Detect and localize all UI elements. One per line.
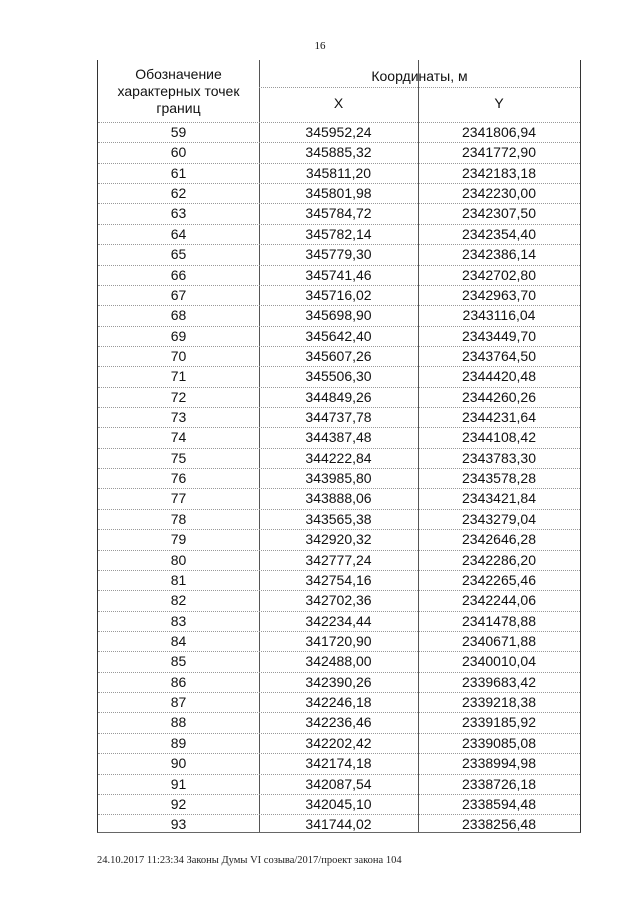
x-coordinate-cell: 345779,30: [305, 246, 372, 263]
y-coordinate-cell: 2341806,94: [462, 124, 536, 140]
point-number-cell: 88: [170, 714, 187, 731]
row-divider: [98, 753, 580, 754]
point-number-cell: 85: [170, 653, 187, 670]
point-number-cell: 77: [170, 490, 187, 507]
y-coordinate-cell: 2343279,04: [462, 510, 536, 527]
point-number-cell: 68: [170, 307, 187, 324]
point-number-cell: 61: [170, 164, 187, 181]
y-coordinate-cell: 2342265,46: [462, 571, 536, 588]
point-number-cell: 80: [170, 551, 187, 568]
row-divider: [98, 265, 580, 266]
coordinates-table: [97, 60, 581, 833]
row-divider: [98, 794, 580, 795]
point-number-cell: 89: [170, 734, 187, 751]
point-number-cell: 84: [170, 633, 187, 649]
y-coordinate-cell: 2339683,42: [462, 673, 536, 690]
row-divider: [98, 712, 580, 713]
y-coordinate-cell: 2343421,84: [462, 490, 536, 507]
y-coordinate-cell: 2338726,18: [462, 775, 536, 792]
point-number-cell: 93: [170, 816, 187, 833]
x-coordinate-cell: 344222,84: [305, 449, 372, 466]
y-column-header: Y: [494, 95, 504, 111]
row-divider: [98, 346, 580, 347]
x-coordinate-cell: 345801,98: [305, 185, 372, 202]
y-coordinate-cell: 2344260,26: [462, 388, 536, 405]
y-coordinate-cell: 2344420,48: [462, 368, 536, 385]
point-number-cell: 82: [170, 592, 187, 609]
row-divider: [98, 550, 580, 551]
x-coordinate-cell: 344737,78: [305, 409, 372, 426]
y-coordinate-cell: 2342354,40: [462, 225, 536, 242]
row-divider: [98, 631, 580, 632]
row-divider: [98, 387, 580, 388]
row-divider: [98, 468, 580, 469]
point-number-cell: 75: [170, 449, 187, 466]
y-coordinate-cell: 2340010,04: [462, 653, 536, 670]
row-divider: [98, 122, 580, 123]
x-coordinate-cell: 345952,24: [305, 124, 372, 140]
y-coordinate-cell: 2339218,38: [462, 694, 536, 711]
x-coordinate-cell: 345784,72: [305, 205, 372, 222]
x-coordinate-cell: 345607,26: [305, 347, 372, 364]
x-coordinate-cell: 342920,32: [305, 531, 372, 548]
point-number-cell: 64: [170, 225, 187, 242]
y-coordinate-cell: 2342286,20: [462, 551, 536, 568]
x-coordinate-cell: 342777,24: [305, 551, 372, 568]
row-divider: [98, 733, 580, 734]
row-divider: [98, 244, 580, 245]
point-number-cell: 65: [170, 246, 187, 263]
point-number-cell: 78: [170, 510, 187, 527]
y-coordinate-cell: 2342307,50: [462, 205, 536, 222]
y-coordinate-cell: 2343116,04: [462, 307, 536, 324]
x-coordinate-cell: 343985,80: [305, 470, 372, 487]
x-coordinate-cell: 344387,48: [305, 429, 372, 446]
coordinates-header: Координаты, м: [371, 68, 468, 84]
x-coordinate-cell: 342202,42: [305, 734, 372, 751]
point-number-cell: 83: [170, 612, 187, 629]
y-coordinate-cell: 2343449,70: [462, 327, 536, 344]
point-number-cell: 92: [170, 795, 187, 812]
x-coordinate-cell: 342702,36: [305, 592, 372, 609]
y-coordinate-cell: 2343764,50: [462, 347, 536, 364]
point-number-cell: 81: [170, 571, 187, 588]
y-coordinate-cell: 2342702,80: [462, 266, 536, 283]
y-coordinate-cell: 2340671,88: [462, 633, 536, 649]
point-number-cell: 66: [170, 266, 187, 283]
point-number-cell: 87: [170, 694, 187, 711]
x-coordinate-cell: 342488,00: [305, 653, 372, 670]
x-column-header: X: [333, 95, 344, 111]
row-divider: [98, 651, 580, 652]
row-divider: [98, 529, 580, 530]
row-divider: [98, 509, 580, 510]
row-divider: [98, 672, 580, 673]
point-number-cell: 76: [170, 470, 187, 487]
x-coordinate-cell: 342174,18: [305, 755, 372, 772]
row-divider: [98, 285, 580, 286]
x-coordinate-cell: 342390,26: [305, 673, 372, 690]
point-number-cell: 72: [170, 388, 187, 405]
point-number-cell: 59: [170, 124, 187, 140]
document-footer: 24.10.2017 11:23:34 Законы Думы VI созыва/2017/проект закона 104: [97, 855, 402, 866]
row-divider: [98, 366, 580, 367]
x-coordinate-cell: 342045,10: [305, 795, 372, 812]
row-divider: [98, 692, 580, 693]
header-divider: [259, 87, 580, 88]
y-coordinate-cell: 2344108,42: [462, 429, 536, 446]
point-number-cell: 70: [170, 347, 187, 364]
y-coordinate-cell: 2342386,14: [462, 246, 536, 263]
x-coordinate-cell: 344849,26: [305, 388, 372, 405]
y-coordinate-cell: 2342183,18: [462, 164, 536, 181]
y-coordinate-cell: 2338994,98: [462, 755, 536, 772]
row-divider: [98, 570, 580, 571]
x-coordinate-cell: 345716,02: [305, 286, 372, 303]
y-coordinate-cell: 2342230,00: [462, 185, 536, 202]
point-number-cell: 63: [170, 205, 187, 222]
row-divider: [98, 611, 580, 612]
x-coordinate-cell: 345885,32: [305, 144, 372, 161]
row-divider: [98, 488, 580, 489]
row-divider: [98, 142, 580, 143]
x-coordinate-cell: 342246,18: [305, 694, 372, 711]
point-number-cell: 90: [170, 755, 187, 772]
x-coordinate-cell: 345698,90: [305, 307, 372, 324]
y-coordinate-cell: 2338594,48: [462, 795, 536, 812]
x-coordinate-cell: 341720,90: [305, 633, 372, 649]
x-coordinate-cell: 343565,38: [305, 510, 372, 527]
row-divider: [98, 590, 580, 591]
points-column-header: Обозначение характерных точек границ: [117, 66, 240, 116]
point-number-cell: 74: [170, 429, 187, 446]
y-coordinate-cell: 2341772,90: [462, 144, 536, 161]
x-coordinate-cell: 345811,20: [305, 164, 372, 181]
point-number-cell: 67: [170, 286, 187, 303]
row-divider: [98, 407, 580, 408]
point-number-cell: 79: [170, 531, 187, 548]
row-divider: [98, 163, 580, 164]
y-coordinate-cell: 2339185,92: [462, 714, 536, 731]
row-divider: [98, 814, 580, 815]
x-coordinate-cell: 342234,44: [305, 612, 372, 629]
x-coordinate-cell: 345782,14: [305, 225, 372, 242]
y-coordinate-cell: 2342963,70: [462, 286, 536, 303]
x-coordinate-cell: 343888,06: [305, 490, 372, 507]
row-divider: [98, 203, 580, 204]
y-coordinate-cell: 2344231,64: [462, 409, 536, 426]
y-coordinate-cell: 2339085,08: [462, 734, 536, 751]
x-coordinate-cell: 342236,46: [305, 714, 372, 731]
x-coordinate-cell: 345506,30: [305, 368, 372, 385]
page-number: 16: [314, 40, 326, 52]
x-coordinate-cell: 345642,40: [305, 327, 372, 344]
y-coordinate-cell: 2342244,06: [462, 592, 536, 609]
row-divider: [98, 427, 580, 428]
y-coordinate-cell: 2343783,30: [462, 449, 536, 466]
point-number-cell: 62: [170, 185, 187, 202]
y-coordinate-cell: 2343578,28: [462, 470, 536, 487]
point-number-cell: 60: [170, 144, 187, 161]
point-number-cell: 73: [170, 409, 187, 426]
row-divider: [98, 305, 580, 306]
point-number-cell: 71: [170, 368, 187, 385]
y-coordinate-cell: 2338256,48: [462, 816, 536, 833]
row-divider: [98, 224, 580, 225]
y-coordinate-cell: 2341478,88: [462, 612, 536, 629]
row-divider: [98, 326, 580, 327]
row-divider: [98, 448, 580, 449]
x-coordinate-cell: 345741,46: [305, 266, 372, 283]
row-divider: [98, 183, 580, 184]
x-coordinate-cell: 342754,16: [305, 571, 372, 588]
x-coordinate-cell: 341744,02: [305, 816, 372, 833]
x-coordinate-cell: 342087,54: [305, 775, 372, 792]
point-number-cell: 69: [170, 327, 187, 344]
y-coordinate-cell: 2342646,28: [462, 531, 536, 548]
point-number-cell: 86: [170, 673, 187, 690]
point-number-cell: 91: [170, 775, 187, 792]
row-divider: [98, 774, 580, 775]
